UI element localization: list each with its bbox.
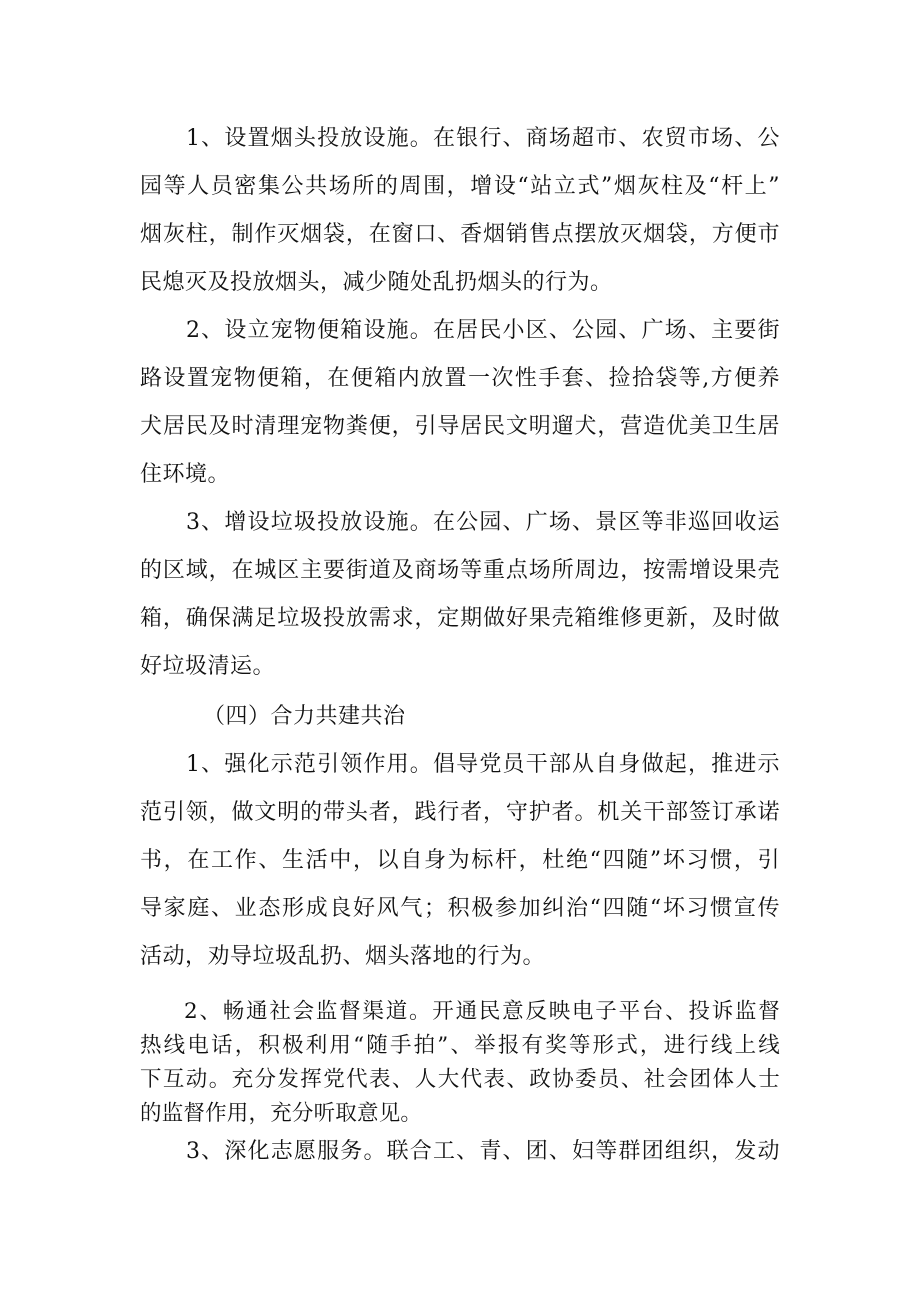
paragraph-line: 下互动。充分发挥党代表、人大代表、政协委员、社会团体人士 <box>140 1067 780 1092</box>
paragraph-line: 民熄灭及投放烟头，减少随处乱扔烟头的行为。 <box>140 270 613 295</box>
section-heading: （四）合力共建共治 <box>203 704 406 729</box>
paragraph-line: 2、设立宠物便箱设施。在居民小区、公园、广场、主要街 <box>186 318 780 343</box>
paragraph-line: 导家庭、业态形成良好风气；积极参加纠治“四随“坏习惯宣传 <box>140 896 780 921</box>
paragraph-line: 热线电话，积极利用“随手拍”、举报有奖等形式，进行线上线 <box>140 1033 780 1058</box>
paragraph-line: 1、强化示范引领作用。倡导党员干部从自身做起，推进示 <box>186 752 780 777</box>
paragraph-line: 的区域，在城区主要街道及商场等重点场所周边，按需增设果壳 <box>140 558 780 583</box>
paragraph-line: 路设置宠物便箱，在便箱内放置一次性手套、捡拾袋等,方便养 <box>140 366 780 391</box>
paragraph-line: 烟灰柱，制作灭烟袋，在窗口、香烟销售点摆放灭烟袋，方便市 <box>140 222 780 247</box>
paragraph-line: 的监督作用，充分听取意见。 <box>140 1101 423 1126</box>
paragraph-line: 活动，劝导垃圾乱扔、烟头落地的行为。 <box>140 944 546 969</box>
paragraph-line: 箱，确保满足垃圾投放需求，定期做好果壳箱维修更新，及时做 <box>140 606 780 631</box>
paragraph-line: 2、畅通社会监督渠道。开通民意反映电子平台、投诉监督 <box>184 999 780 1024</box>
paragraph-line: 1、设置烟头投放设施。在银行、商场超市、农贸市场、公 <box>186 126 780 151</box>
paragraph-line: 3、增设垃圾投放设施。在公园、广场、景区等非巡回收运 <box>186 510 780 535</box>
paragraph-line: 范引领，做文明的带头者，践行者，守护者。机关干部签订承诺 <box>140 800 780 825</box>
paragraph-line: 住环境。 <box>140 462 231 487</box>
paragraph-line: 好垃圾清运。 <box>140 654 276 679</box>
paragraph-line: 园等人员密集公共场所的周围，增设“站立式”烟灰柱及“杆上” <box>140 174 780 199</box>
paragraph-line: 书，在工作、生活中，以自身为标杆，杜绝“四随”坏习惯，引 <box>140 848 780 873</box>
paragraph-line: 犬居民及时清理宠物粪便，引导居民文明遛犬，营造优美卫生居 <box>140 414 780 439</box>
paragraph-line: 3、深化志愿服务。联合工、青、团、妇等群团组织，发动 <box>186 1139 780 1164</box>
